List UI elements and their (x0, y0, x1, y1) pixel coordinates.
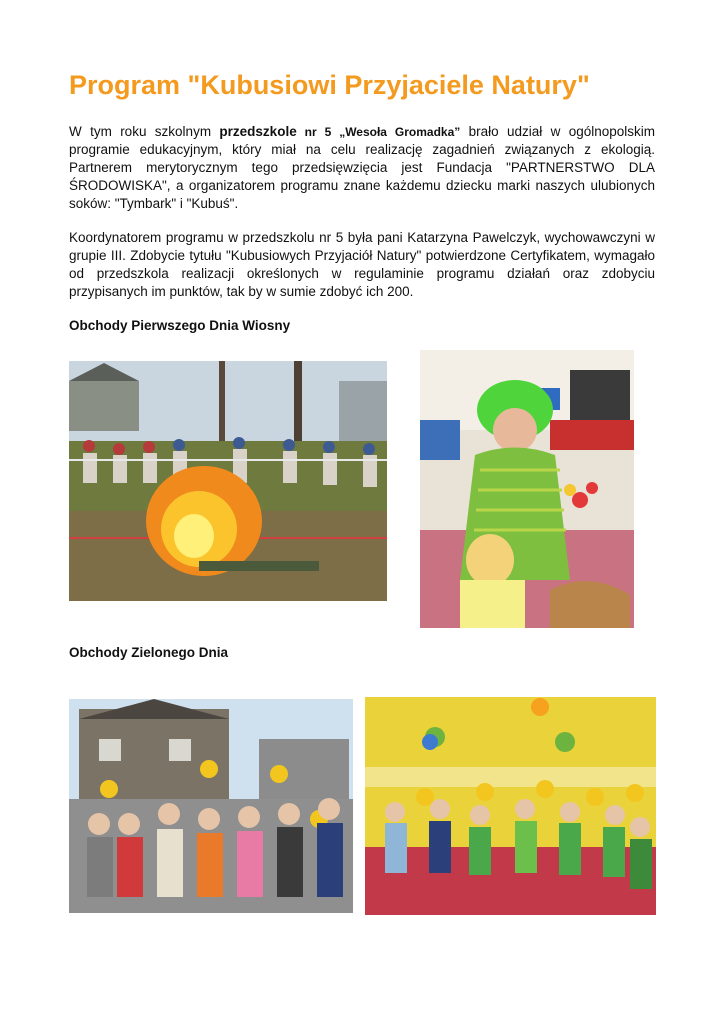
intro-paragraph (69, 123, 655, 213)
intro-text-start: W tym roku szkolnym (69, 124, 220, 139)
intro-kindergarten-name: „Wesoła Gromadka” (339, 125, 461, 139)
section-heading-spring: Obchody Pierwszego Dnia Wiosny (69, 318, 291, 333)
photo-spring-bonfire (69, 361, 387, 601)
photo-green-day-classroom (365, 697, 656, 915)
coordinator-paragraph: Koordynatorem programu w przedszkolu nr 5 była pani Katarzyna Pawelczyk, wychowawczyni w grupie III. Zdobycie tytułu "Kubusiowych Przyjaciół Natury" potwierdzone Certyfikatem, wymagało od przedszkola realizacji określonych w regulaminie programu działań oraz zdobyciu przypisanych im punktów, tak by w sumie zdobyć ich 200. (69, 230, 655, 299)
photo-green-day-outdoor (69, 699, 353, 913)
intro-kindergarten: przedszkole (219, 124, 297, 139)
photo-teacher-green-wig (420, 350, 634, 628)
intro-text-end: brało udział w ogólnopolskim programie edukacyjnym, który miał na celu realizację zagadnień związanych z ekologią. Partnerem merytorycznym tego przedsięwzięcia jest Fundacja "PARTNERSTWO DLA ŚRODOWISKA", a organizatorem programu znane każdemu dziecku marki naszych ulubionych soków: "Tymbark" i "Kubuś". (69, 124, 656, 211)
section-heading-green-day: Obchody Zielonego Dnia (69, 645, 229, 660)
page-title: Program "Kubusiowi Przyjaciele Natury" (69, 70, 590, 100)
intro-number: nr 5 (296, 125, 340, 139)
